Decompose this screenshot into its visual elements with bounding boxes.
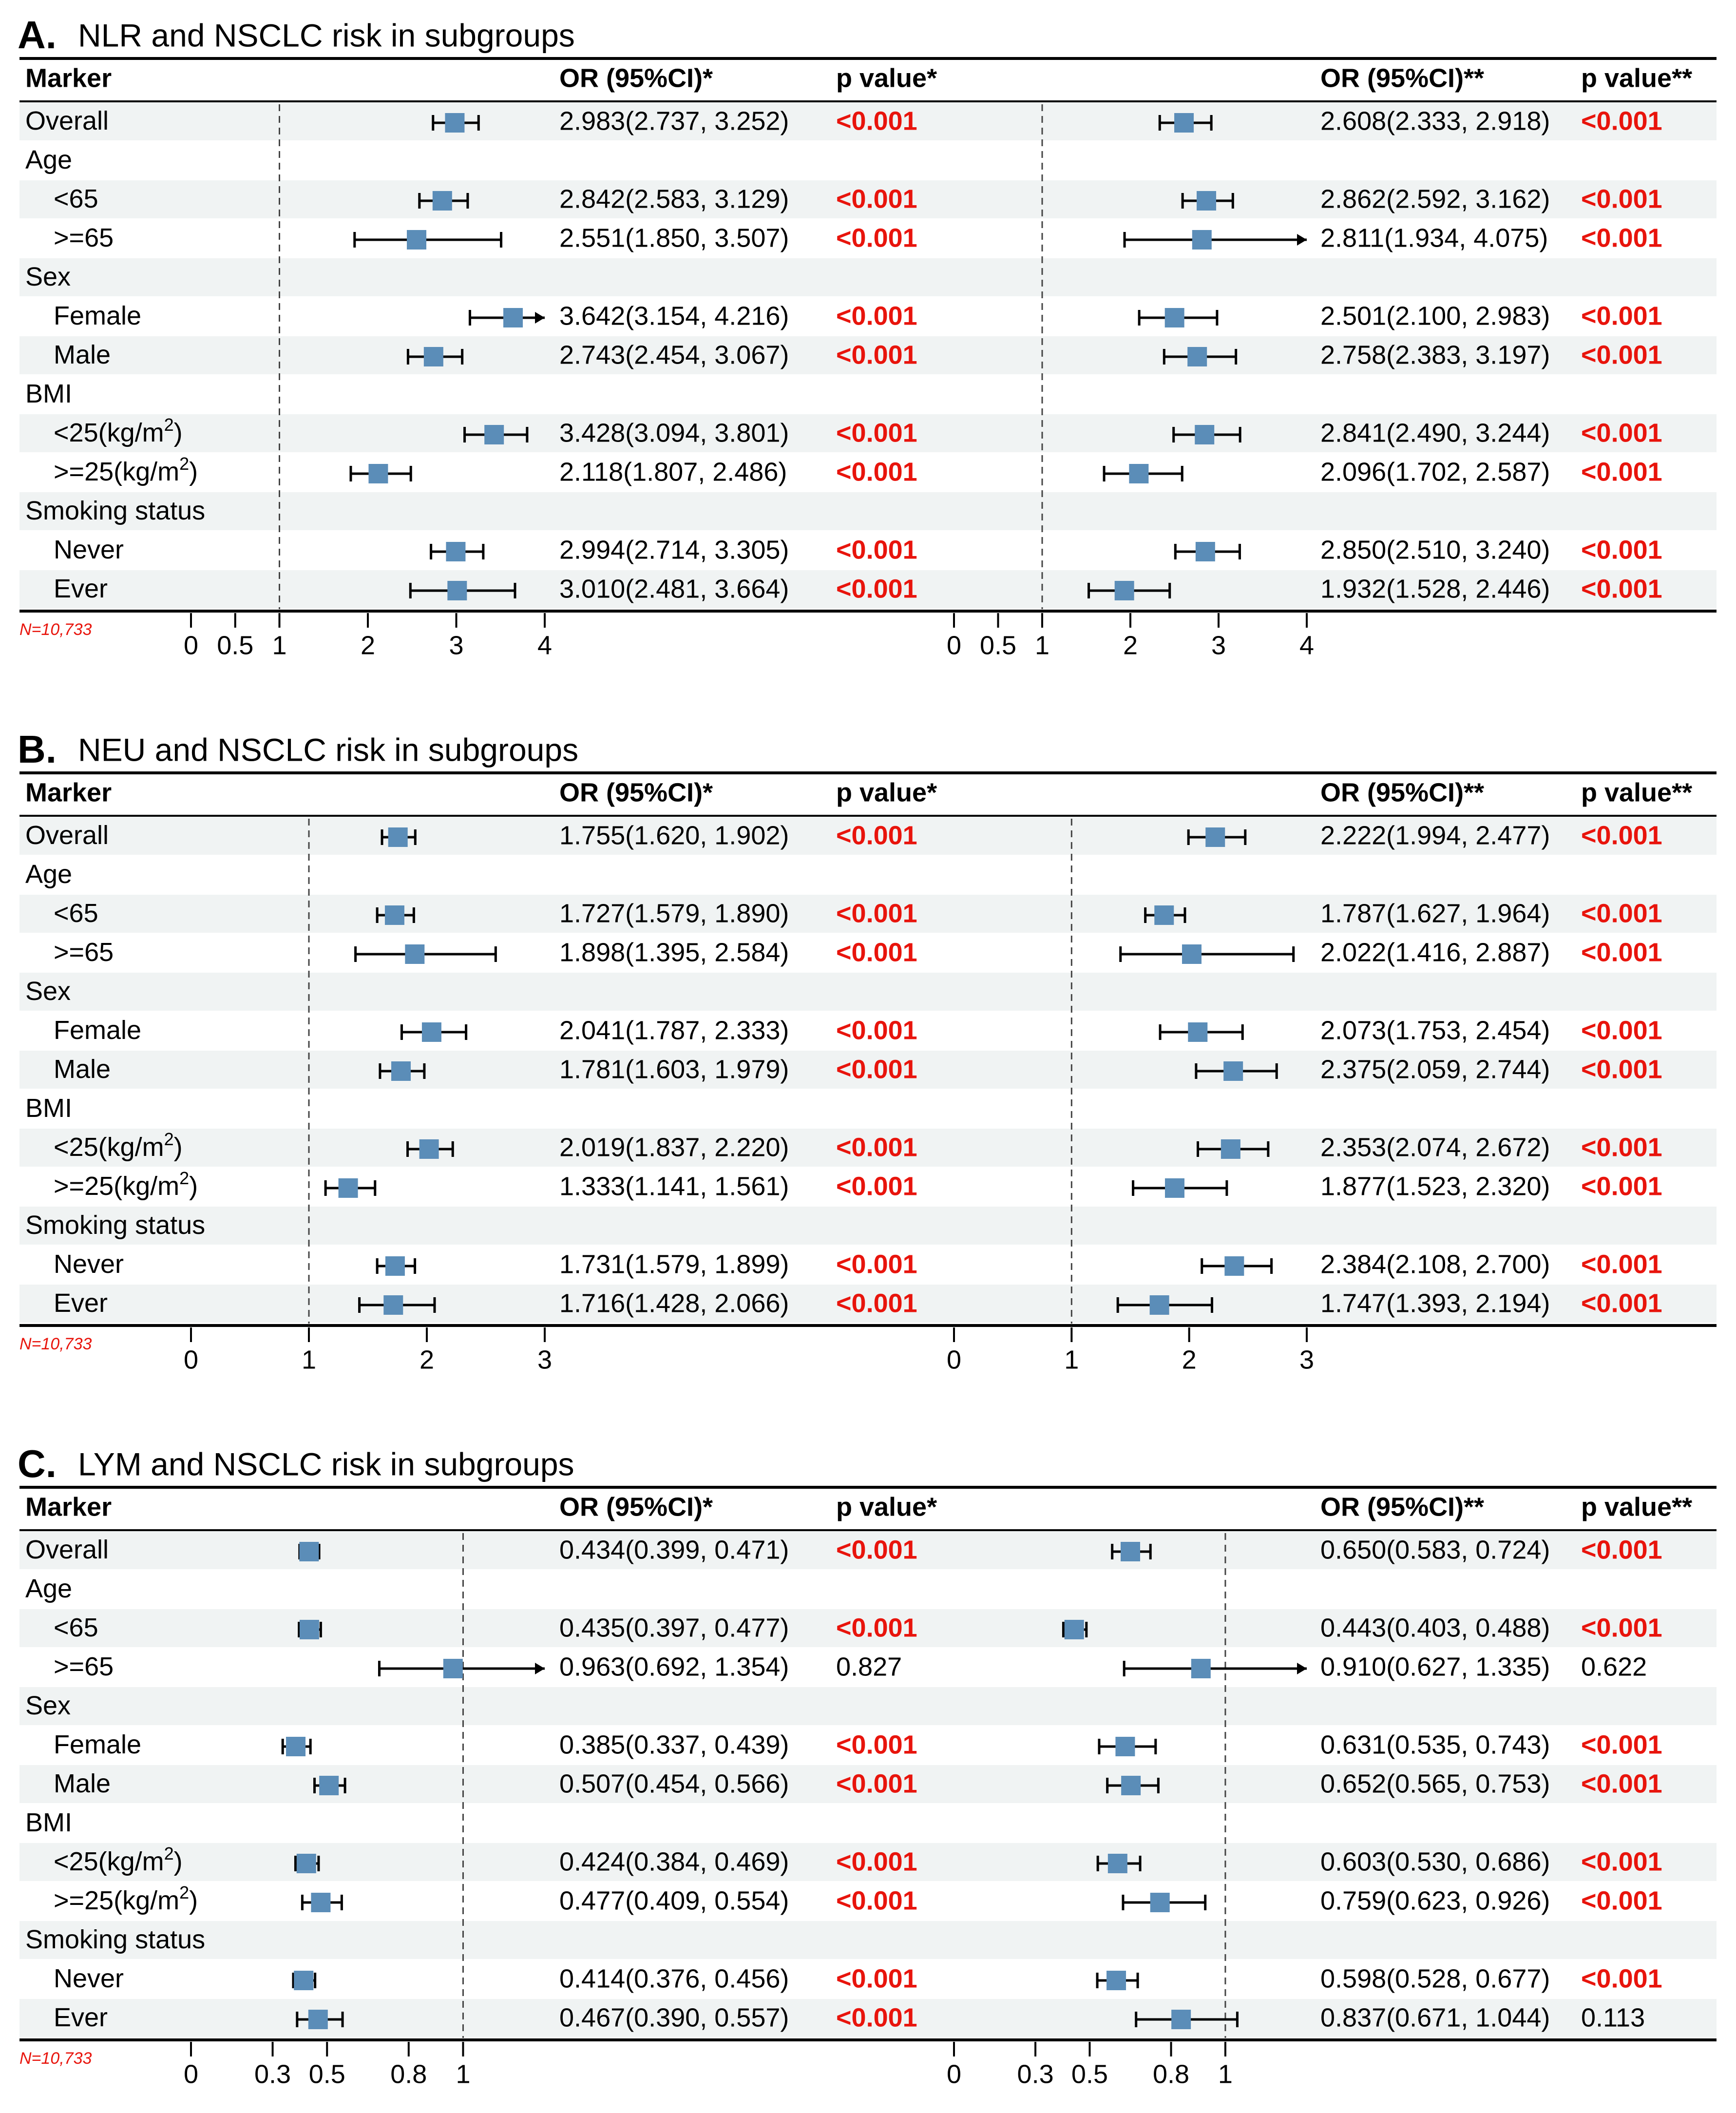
- row-label: Sex: [25, 262, 71, 292]
- or-ci-value-2: 2.384(2.108, 2.700): [1320, 1249, 1550, 1279]
- point-estimate-2: [1174, 113, 1194, 133]
- p-value-1: <0.001: [836, 1172, 917, 1201]
- row-label: <65: [54, 899, 98, 928]
- axis-tick-label-2: 3: [1299, 1345, 1315, 1375]
- row-label: Never: [54, 1964, 124, 1994]
- header-p-1: p value*: [836, 63, 937, 93]
- p-value-2: <0.001: [1581, 899, 1662, 928]
- or-ci-value-1: 2.118(1.807, 2.486): [559, 457, 787, 487]
- p-value-1: <0.001: [836, 1730, 917, 1760]
- p-value-1: <0.001: [836, 535, 917, 565]
- axis-tick-label-2: 2: [1123, 631, 1138, 660]
- p-value-1: <0.001: [836, 1847, 917, 1877]
- header-or-2: OR (95%CI)**: [1320, 778, 1485, 807]
- point-estimate-2: [1171, 2010, 1191, 2029]
- row-band: [19, 1921, 1717, 1959]
- row-label: Sex: [25, 977, 71, 1006]
- or-ci-value-2: 2.758(2.383, 3.197): [1320, 340, 1550, 370]
- or-ci-value-2: 2.375(2.059, 2.744): [1320, 1055, 1550, 1084]
- row-label: Smoking status: [25, 1925, 206, 1955]
- p-value-2: <0.001: [1581, 1730, 1662, 1760]
- header-p-2: p value**: [1581, 1492, 1693, 1522]
- p-value-2: 0.113: [1581, 2003, 1645, 2033]
- axis-tick-label-2: 0.5: [1071, 2059, 1108, 2089]
- p-value-2: <0.001: [1581, 184, 1662, 214]
- p-value-2: <0.001: [1581, 574, 1662, 604]
- or-ci-value-2: 2.022(1.416, 2.887): [1320, 938, 1550, 967]
- or-ci-value-1: 0.434(0.399, 0.471): [559, 1535, 789, 1565]
- or-ci-value-1: 2.842(2.583, 3.129): [559, 184, 789, 214]
- p-value-1: <0.001: [836, 106, 917, 136]
- p-value-1: <0.001: [836, 1535, 917, 1565]
- row-band: [19, 258, 1717, 296]
- point-estimate-1: [407, 230, 426, 250]
- axis-tick-label-2: 0.5: [979, 631, 1017, 660]
- point-estimate-1: [446, 542, 465, 561]
- axis-tick-label-1: 0.3: [254, 2059, 291, 2089]
- p-value-2: <0.001: [1581, 1886, 1662, 1916]
- panel-title: NEU and NSCLC risk in subgroups: [78, 731, 579, 768]
- axis-tick-label-1: 0: [183, 631, 199, 660]
- point-estimate-1: [383, 1295, 403, 1315]
- row-label: >=65: [54, 938, 114, 967]
- point-estimate-2: [1154, 905, 1174, 925]
- sample-size-note: N=10,733: [19, 2049, 92, 2068]
- p-value-2: <0.001: [1581, 418, 1662, 448]
- point-estimate-2: [1165, 308, 1184, 327]
- panel-letter: B.: [18, 728, 57, 771]
- point-estimate-1: [503, 308, 523, 327]
- header-or-1: OR (95%CI)*: [559, 63, 713, 93]
- p-value-2: <0.001: [1581, 1964, 1662, 1994]
- panel-C: [18, 1442, 1717, 2089]
- point-estimate-1: [368, 464, 388, 483]
- point-estimate-2: [1115, 581, 1134, 600]
- p-value-1: <0.001: [836, 574, 917, 604]
- row-label: Female: [54, 1016, 142, 1045]
- row-label: BMI: [25, 379, 73, 409]
- header-marker: Marker: [25, 778, 112, 807]
- axis-tick-label-1: 0.8: [390, 2059, 427, 2089]
- row-label: Age: [25, 1574, 73, 1604]
- or-ci-value-1: 1.727(1.579, 1.890): [559, 899, 789, 928]
- or-ci-value-2: 2.811(1.934, 4.075): [1320, 223, 1548, 253]
- or-ci-value-2: 0.443(0.403, 0.488): [1320, 1613, 1550, 1643]
- point-estimate-2: [1121, 1776, 1141, 1795]
- p-value-2: <0.001: [1581, 1847, 1662, 1877]
- point-estimate-1: [311, 1893, 330, 1912]
- point-estimate-1: [308, 2010, 328, 2029]
- or-ci-value-2: 2.096(1.702, 2.587): [1320, 457, 1550, 487]
- point-estimate-1: [443, 1659, 463, 1678]
- axis-tick-label-1: 0.5: [217, 631, 254, 660]
- point-estimate-1: [445, 113, 464, 133]
- or-ci-value-1: 2.041(1.787, 2.333): [559, 1016, 789, 1045]
- or-ci-value-1: 0.467(0.390, 0.557): [559, 2003, 789, 2033]
- or-ci-value-2: 2.608(2.333, 2.918): [1320, 106, 1550, 136]
- or-ci-value-2: 0.650(0.583, 0.724): [1320, 1535, 1550, 1565]
- sample-size-note: N=10,733: [19, 1334, 92, 1353]
- axis-tick-label-2: 1: [1064, 1345, 1079, 1375]
- point-estimate-2: [1106, 1971, 1126, 1990]
- row-label: Smoking status: [25, 1210, 206, 1240]
- axis-tick-label-2: 3: [1211, 631, 1226, 660]
- header-or-2: OR (95%CI)**: [1320, 1492, 1485, 1522]
- panel-letter: A.: [18, 13, 57, 57]
- p-value-1: <0.001: [836, 1613, 917, 1643]
- axis-tick-label-1: 3: [537, 1345, 553, 1375]
- or-ci-value-2: 0.910(0.627, 1.335): [1320, 1652, 1550, 1682]
- axis-tick-label-1: 1: [301, 1345, 317, 1375]
- point-estimate-2: [1221, 1139, 1240, 1159]
- header-p-2: p value**: [1581, 778, 1693, 807]
- p-value-2: <0.001: [1581, 938, 1662, 967]
- p-value-2: 0.622: [1581, 1652, 1647, 1682]
- point-estimate-2: [1191, 1659, 1211, 1678]
- p-value-2: <0.001: [1581, 1055, 1662, 1084]
- header-or-1: OR (95%CI)*: [559, 1492, 713, 1522]
- axis-tick-label-1: 4: [537, 631, 553, 660]
- or-ci-value-1: 1.716(1.428, 2.066): [559, 1288, 789, 1318]
- or-ci-value-1: 2.983(2.737, 3.252): [559, 106, 789, 136]
- or-ci-value-2: 1.932(1.528, 2.446): [1320, 574, 1550, 604]
- row-band: [19, 492, 1717, 530]
- p-value-1: <0.001: [836, 1769, 917, 1799]
- or-ci-value-1: 2.743(2.454, 3.067): [559, 340, 789, 370]
- or-ci-value-1: 0.435(0.397, 0.477): [559, 1613, 789, 1643]
- point-estimate-1: [299, 1542, 319, 1561]
- p-value-1: <0.001: [836, 418, 917, 448]
- panel-letter: C.: [18, 1442, 57, 1486]
- panel-title: NLR and NSCLC risk in subgroups: [78, 17, 575, 54]
- point-estimate-2: [1150, 1893, 1170, 1912]
- point-estimate-1: [286, 1737, 305, 1756]
- point-estimate-2: [1065, 1620, 1084, 1639]
- ci-arrow-2: [1297, 1663, 1307, 1674]
- row-label: Overall: [25, 106, 109, 136]
- point-estimate-1: [294, 1971, 313, 1990]
- axis-tick-label-1: 3: [449, 631, 464, 660]
- or-ci-value-2: 0.631(0.535, 0.743): [1320, 1730, 1550, 1760]
- row-label: BMI: [25, 1808, 73, 1838]
- axis-tick-label-1: 1: [272, 631, 287, 660]
- row-label: Female: [54, 301, 142, 331]
- header-p-1: p value*: [836, 1492, 937, 1522]
- row-label: Overall: [25, 821, 109, 850]
- point-estimate-2: [1129, 464, 1148, 483]
- row-label: >=65: [54, 223, 114, 253]
- row-label: Smoking status: [25, 496, 206, 526]
- row-label: Never: [54, 535, 124, 565]
- row-label: $>=25(kg/m^2)$: [54, 1168, 198, 1201]
- p-value-2: <0.001: [1581, 457, 1662, 487]
- or-ci-value-2: 0.837(0.671, 1.044): [1320, 2003, 1550, 2033]
- p-value-1: <0.001: [836, 1249, 917, 1279]
- or-ci-value-1: 3.010(2.481, 3.664): [559, 574, 789, 604]
- or-ci-value-2: 1.787(1.627, 1.964): [1320, 899, 1550, 928]
- p-value-1: <0.001: [836, 2003, 917, 2033]
- point-estimate-1: [422, 1022, 441, 1042]
- row-label: $>=25(kg/m^2)$: [54, 1882, 198, 1916]
- axis-tick-label-2: 0: [946, 631, 962, 660]
- point-estimate-2: [1196, 542, 1215, 561]
- or-ci-value-2: 0.598(0.528, 0.677): [1320, 1964, 1550, 1994]
- or-ci-value-2: 2.862(2.592, 3.162): [1320, 184, 1550, 214]
- p-value-2: <0.001: [1581, 1249, 1662, 1279]
- point-estimate-1: [447, 581, 467, 600]
- point-estimate-2: [1192, 230, 1212, 250]
- point-estimate-1: [424, 347, 443, 366]
- p-value-2: <0.001: [1581, 1535, 1662, 1565]
- point-estimate-1: [297, 1854, 316, 1873]
- point-estimate-2: [1165, 1178, 1184, 1198]
- header-or-2: OR (95%CI)**: [1320, 63, 1485, 93]
- p-value-2: <0.001: [1581, 1769, 1662, 1799]
- or-ci-value-1: 1.731(1.579, 1.899): [559, 1249, 789, 1279]
- point-estimate-1: [388, 827, 408, 847]
- point-estimate-1: [300, 1620, 319, 1639]
- or-ci-value-2: 2.353(2.074, 2.672): [1320, 1133, 1550, 1162]
- axis-tick-label-1: 1: [456, 2059, 471, 2089]
- or-ci-value-1: 1.781(1.603, 1.979): [559, 1055, 789, 1084]
- row-label: Male: [54, 340, 111, 370]
- ci-arrow-1: [535, 312, 545, 324]
- or-ci-value-1: 1.333(1.141, 1.561): [559, 1172, 789, 1201]
- or-ci-value-2: 0.652(0.565, 0.753): [1320, 1769, 1550, 1799]
- panel-A: [18, 13, 1717, 660]
- point-estimate-2: [1197, 191, 1216, 211]
- p-value-1: <0.001: [836, 1133, 917, 1162]
- or-ci-value-1: 1.898(1.395, 2.584): [559, 938, 789, 967]
- row-label: $<25(kg/m^2)$: [54, 1129, 183, 1162]
- or-ci-value-1: 0.963(0.692, 1.354): [559, 1652, 789, 1682]
- row-label: Female: [54, 1730, 142, 1760]
- axis-tick-label-2: 1: [1218, 2059, 1233, 2089]
- ci-arrow-2: [1297, 234, 1307, 246]
- or-ci-value-1: 0.424(0.384, 0.469): [559, 1847, 789, 1877]
- axis-tick-label-1: 2: [360, 631, 376, 660]
- point-estimate-2: [1115, 1737, 1135, 1756]
- row-label: Overall: [25, 1535, 109, 1565]
- p-value-1: <0.001: [836, 223, 917, 253]
- p-value-1: <0.001: [836, 899, 917, 928]
- or-ci-value-2: 0.759(0.623, 0.926): [1320, 1886, 1550, 1916]
- or-ci-value-2: 2.841(2.490, 3.244): [1320, 418, 1550, 448]
- row-label: Age: [25, 860, 73, 889]
- or-ci-value-1: 0.385(0.337, 0.439): [559, 1730, 789, 1760]
- point-estimate-2: [1205, 827, 1225, 847]
- p-value-2: <0.001: [1581, 340, 1662, 370]
- row-label: Never: [54, 1249, 124, 1279]
- point-estimate-2: [1188, 1022, 1207, 1042]
- row-label: Age: [25, 145, 73, 175]
- header-marker: Marker: [25, 63, 112, 93]
- row-label: Male: [54, 1055, 111, 1084]
- p-value-1: <0.001: [836, 938, 917, 967]
- row-band: [19, 973, 1717, 1011]
- panel-title: LYM and NSCLC risk in subgroups: [78, 1446, 574, 1482]
- axis-tick-label-2: 2: [1182, 1345, 1197, 1375]
- p-value-1: <0.001: [836, 821, 917, 850]
- or-ci-value-2: 2.850(2.510, 3.240): [1320, 535, 1550, 565]
- point-estimate-2: [1223, 1061, 1243, 1081]
- row-label: $<25(kg/m^2)$: [54, 414, 183, 448]
- p-value-2: <0.001: [1581, 1016, 1662, 1045]
- axis-tick-label-1: 0: [183, 2059, 199, 2089]
- point-estimate-2: [1187, 347, 1207, 366]
- axis-tick-label-2: 0: [946, 2059, 962, 2089]
- axis-tick-label-2: 1: [1034, 631, 1050, 660]
- row-label: Ever: [54, 1288, 108, 1318]
- row-label: Ever: [54, 2003, 108, 2033]
- point-estimate-2: [1108, 1854, 1127, 1873]
- p-value-2: <0.001: [1581, 106, 1662, 136]
- point-estimate-1: [484, 425, 504, 444]
- axis-tick-label-1: 0: [183, 1345, 199, 1375]
- p-value-1: <0.001: [836, 1288, 917, 1318]
- point-estimate-1: [319, 1776, 339, 1795]
- or-ci-value-1: 0.477(0.409, 0.554): [559, 1886, 789, 1916]
- axis-tick-label-2: 0: [946, 1345, 962, 1375]
- p-value-2: <0.001: [1581, 1133, 1662, 1162]
- p-value-2: <0.001: [1581, 1613, 1662, 1643]
- p-value-2: <0.001: [1581, 535, 1662, 565]
- or-ci-value-1: 3.428(3.094, 3.801): [559, 418, 789, 448]
- or-ci-value-2: 2.222(1.994, 2.477): [1320, 821, 1550, 850]
- axis-tick-label-1: 0.5: [308, 2059, 345, 2089]
- p-value-2: <0.001: [1581, 1172, 1662, 1201]
- row-label: BMI: [25, 1094, 73, 1123]
- p-value-2: <0.001: [1581, 1288, 1662, 1318]
- point-estimate-2: [1121, 1542, 1140, 1561]
- header-marker: Marker: [25, 1492, 112, 1522]
- p-value-1: <0.001: [836, 1964, 917, 1994]
- p-value-2: <0.001: [1581, 821, 1662, 850]
- row-label: $<25(kg/m^2)$: [54, 1843, 183, 1877]
- p-value-1: <0.001: [836, 1055, 917, 1084]
- point-estimate-1: [433, 191, 452, 211]
- row-label: Male: [54, 1769, 111, 1799]
- p-value-1: <0.001: [836, 457, 917, 487]
- point-estimate-1: [385, 905, 404, 925]
- p-value-2: <0.001: [1581, 223, 1662, 253]
- or-ci-value-2: 2.073(1.753, 2.454): [1320, 1016, 1550, 1045]
- point-estimate-2: [1150, 1295, 1169, 1315]
- row-label: Ever: [54, 574, 108, 604]
- or-ci-value-1: 1.755(1.620, 1.902): [559, 821, 789, 850]
- axis-tick-label-2: 0.8: [1152, 2059, 1190, 2089]
- p-value-1: <0.001: [836, 1016, 917, 1045]
- header-or-1: OR (95%CI)*: [559, 778, 713, 807]
- point-estimate-1: [405, 944, 424, 964]
- point-estimate-1: [420, 1139, 439, 1159]
- p-value-1: <0.001: [836, 184, 917, 214]
- or-ci-value-1: 3.642(3.154, 4.216): [559, 301, 789, 331]
- axis-tick-label-2: 0.3: [1017, 2059, 1054, 2089]
- row-label: Sex: [25, 1691, 71, 1721]
- p-value-1: 0.827: [836, 1652, 902, 1682]
- sample-size-note: N=10,733: [19, 620, 92, 639]
- p-value-1: <0.001: [836, 340, 917, 370]
- or-ci-value-2: 2.501(2.100, 2.983): [1320, 301, 1550, 331]
- panel-B: [18, 728, 1717, 1374]
- ci-arrow-1: [535, 1663, 545, 1674]
- row-label: <65: [54, 1613, 98, 1643]
- p-value-1: <0.001: [836, 1886, 917, 1916]
- or-ci-value-1: 2.019(1.837, 2.220): [559, 1133, 789, 1162]
- or-ci-value-2: 1.747(1.393, 2.194): [1320, 1288, 1550, 1318]
- row-label: $>=25(kg/m^2)$: [54, 453, 198, 487]
- point-estimate-1: [391, 1061, 411, 1081]
- row-label: >=65: [54, 1652, 114, 1682]
- or-ci-value-1: 0.414(0.376, 0.456): [559, 1964, 789, 1994]
- point-estimate-1: [385, 1256, 405, 1276]
- or-ci-value-1: 2.994(2.714, 3.305): [559, 535, 789, 565]
- p-value-2: <0.001: [1581, 301, 1662, 331]
- or-ci-value-1: 2.551(1.850, 3.507): [559, 223, 789, 253]
- or-ci-value-2: 0.603(0.530, 0.686): [1320, 1847, 1550, 1877]
- row-band: [19, 1687, 1717, 1725]
- axis-tick-label-1: 2: [419, 1345, 435, 1375]
- header-p-2: p value**: [1581, 63, 1693, 93]
- or-ci-value-2: 1.877(1.523, 2.320): [1320, 1172, 1550, 1201]
- or-ci-value-1: 0.507(0.454, 0.566): [559, 1769, 789, 1799]
- header-p-1: p value*: [836, 778, 937, 807]
- row-label: <65: [54, 184, 98, 214]
- p-value-1: <0.001: [836, 301, 917, 331]
- axis-tick-label-2: 4: [1299, 631, 1315, 660]
- point-estimate-2: [1182, 944, 1202, 964]
- point-estimate-2: [1195, 425, 1214, 444]
- point-estimate-2: [1224, 1256, 1244, 1276]
- row-band: [19, 1207, 1717, 1245]
- point-estimate-1: [339, 1178, 358, 1198]
